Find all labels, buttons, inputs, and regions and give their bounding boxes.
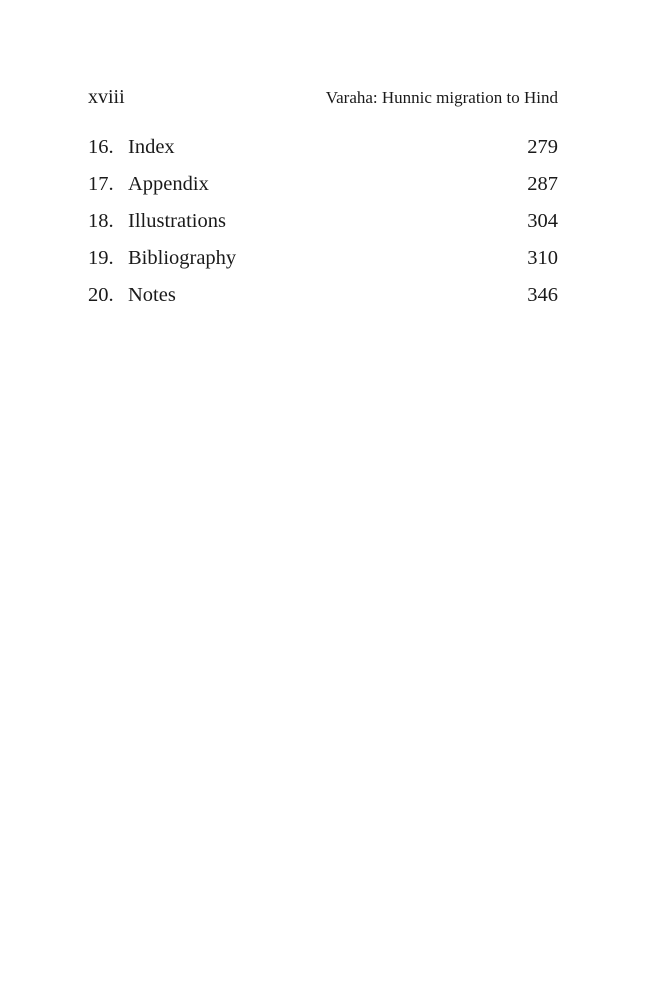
toc-entry-title: Notes <box>128 284 176 306</box>
toc-entry-number: 20. <box>88 284 114 306</box>
toc-entry-title: Index <box>128 136 175 158</box>
toc-entry-number: 18. <box>88 210 114 232</box>
toc-entry-number: 19. <box>88 247 114 269</box>
toc-entry <box>88 210 558 233</box>
toc-entry-page: 279 <box>527 136 558 158</box>
toc-entry-title: Bibliography <box>128 247 237 269</box>
toc-entry-title: Appendix <box>128 173 209 195</box>
toc-entry <box>88 136 558 159</box>
toc-list <box>88 136 558 307</box>
toc-entry-page: 287 <box>527 173 558 195</box>
toc-entry-title: Illustrations <box>128 210 226 232</box>
toc-entry <box>88 284 558 307</box>
running-title: Varaha: Hunnic migration to Hind <box>325 88 558 107</box>
toc-entry <box>88 247 558 270</box>
toc-entry-number: 17. <box>88 173 114 195</box>
toc-entry-page: 310 <box>527 247 558 269</box>
page-folio: xviii <box>88 86 125 108</box>
toc-entry-page: 346 <box>527 284 558 306</box>
toc-entry <box>88 173 558 196</box>
toc-entry-number: 16. <box>88 136 114 158</box>
running-header <box>88 86 558 109</box>
toc-entry-page: 304 <box>527 210 558 232</box>
